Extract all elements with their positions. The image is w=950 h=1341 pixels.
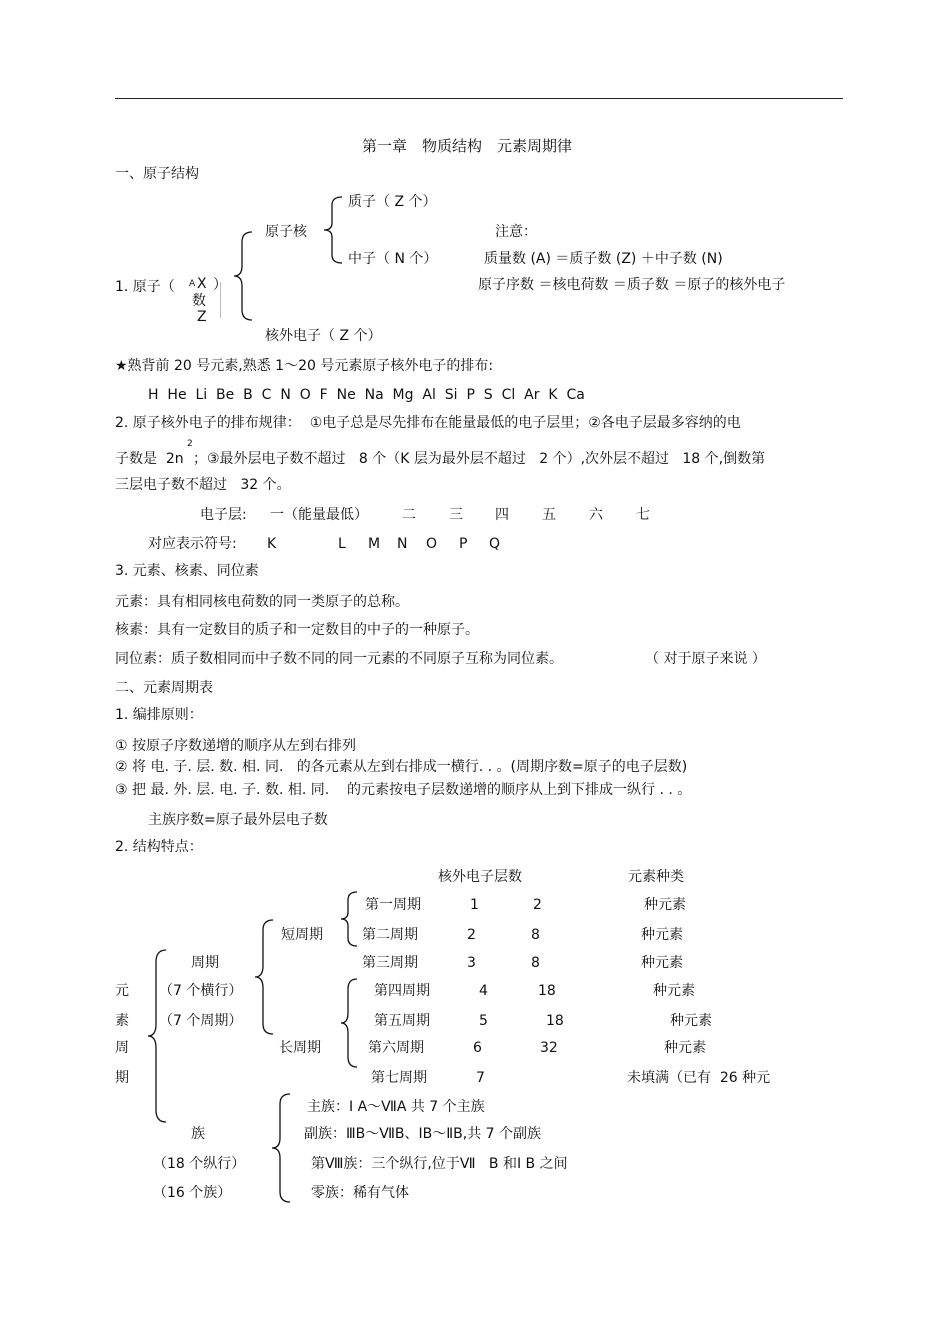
atomic-number-equation: 原子序数 ＝核电荷数 ＝质子数 ＝原子的核外电子 xyxy=(478,277,786,293)
column-header-kinds: 元素种类 xyxy=(628,869,684,885)
isotope-note: （ 对于原子来说 ） xyxy=(645,651,766,667)
group-brace xyxy=(270,1092,294,1204)
column-header-shells: 核外电子层数 xyxy=(438,869,522,885)
short-period-label: 短周期 xyxy=(281,927,323,943)
period-4-kind: 种元素 xyxy=(653,983,695,999)
main-group-rule: 主族序数=原子最外层电子数 xyxy=(148,812,328,828)
period-brace xyxy=(253,918,277,1036)
subsection-heading-3: 3. 元素、核素、同位素 xyxy=(115,563,259,579)
element-symbol: X xyxy=(197,276,207,292)
period-5-kind: 种元素 xyxy=(670,1013,712,1029)
period-3-count: 8 xyxy=(531,955,540,971)
shell-4: 四 xyxy=(495,507,509,523)
vertical-su: 素 xyxy=(115,1013,129,1029)
principle-2: ② 将 电. 子. 层. 数. 相. 同. 的各元素从左到右排成一横行. . 。(周期序数=原子的电子层数) xyxy=(115,759,688,775)
atom-label: 1. 原子（ xyxy=(115,279,175,295)
vertical-zhou: 周 xyxy=(115,1040,129,1056)
nucleus-brace xyxy=(322,195,346,265)
atom-brace xyxy=(232,230,256,322)
header-rule xyxy=(115,98,843,99)
symbol-q: Q xyxy=(489,536,501,552)
period-3-shells: 3 xyxy=(467,955,476,971)
shell-label: 电子层: xyxy=(200,507,247,523)
period-1-count: 2 xyxy=(533,897,542,913)
period-1-name: 第一周期 xyxy=(365,897,421,913)
period-3-kind: 种元素 xyxy=(641,955,683,971)
symbol-m: M xyxy=(368,536,381,552)
nuclide-definition: 核素：具有一定数目的质子和一定数目的中子的一种原子。 xyxy=(115,622,479,638)
principle-1: ① 按原子序数递增的顺序从左到右排列 xyxy=(115,738,356,754)
period-2-shells: 2 xyxy=(467,927,476,943)
electron-label: 核外电子（ Z 个） xyxy=(265,328,382,344)
symbol-k: K xyxy=(267,536,277,552)
shell-3: 三 xyxy=(449,507,463,523)
rule-superscript: 2 xyxy=(187,439,193,449)
period-4-name: 第四周期 xyxy=(374,983,430,999)
shell-7: 七 xyxy=(636,507,650,523)
period-5-count: 18 xyxy=(546,1013,564,1029)
period-2-name: 第二周期 xyxy=(362,927,418,943)
period-2-kind: 种元素 xyxy=(641,927,683,943)
shell-5: 五 xyxy=(542,507,556,523)
period-2-count: 8 xyxy=(531,927,540,943)
symbol-l: L xyxy=(338,536,346,552)
symbol-n: N xyxy=(397,536,408,552)
period-5-shells: 5 xyxy=(479,1013,488,1029)
section-heading-periodic-table: 二、元素周期表 xyxy=(115,680,213,696)
period-6-shells: 6 xyxy=(473,1040,482,1056)
outer-brace xyxy=(146,948,170,1124)
period-6-name: 第六周期 xyxy=(368,1040,424,1056)
long-period-label: 长周期 xyxy=(279,1040,321,1056)
sub-groups: 副族：ⅢB～ⅦB、ⅠB～ⅡB,共 7 个副族 xyxy=(304,1126,542,1142)
element-list: H He Li Be B C N O F Ne Na Mg Al Si P S Cl Ar K Ca xyxy=(148,387,585,403)
atom-close-paren: ） xyxy=(213,277,227,293)
shu-label: 数 xyxy=(192,293,206,309)
period-1-shells: 1 xyxy=(470,897,479,913)
period-brace-path xyxy=(255,920,273,1034)
long-period-brace xyxy=(339,977,361,1069)
period-6-kind: 种元素 xyxy=(664,1040,706,1056)
atomic-number-sub: Z xyxy=(197,309,207,325)
main-groups: 主族：Ⅰ A～ⅦA 共 7 个主族 xyxy=(307,1099,485,1115)
nucleus-label: 原子核 xyxy=(265,224,307,240)
divider-line xyxy=(220,282,221,318)
page-title: 第一章 物质结构 元素周期律 xyxy=(362,137,573,155)
neutron-label: 中子（ N 个） xyxy=(348,251,438,267)
long-period-brace-path xyxy=(341,979,357,1067)
group-brace-path xyxy=(272,1094,290,1202)
rule-line-2a: 子数是 2n xyxy=(115,451,184,467)
period-7-shells: 7 xyxy=(476,1070,485,1086)
period-4-shells: 4 xyxy=(479,983,488,999)
vertical-yuan: 元 xyxy=(115,983,129,999)
atom-brace-path xyxy=(234,232,252,320)
proton-label: 质子（ Z 个） xyxy=(348,194,437,210)
element-definition: 元素：具有相同核电荷数的同一类原子的总称。 xyxy=(115,594,409,610)
period-6-count: 32 xyxy=(540,1040,558,1056)
arrangement-principles: 1. 编排原则： xyxy=(115,707,203,723)
shell-1: 一（能量最低） xyxy=(270,507,368,523)
period-1-kind: 种元素 xyxy=(644,897,686,913)
zero-group: 零族：稀有气体 xyxy=(311,1185,409,1201)
structure-features: 2. 结构特点： xyxy=(115,839,203,855)
mass-number-sup: A xyxy=(189,279,196,289)
mass-number-equation: 质量数 (A) ＝质子数 (Z) ＋中子数 (N) xyxy=(484,251,723,267)
symbol-p: P xyxy=(459,536,468,552)
note-label: 注意： xyxy=(495,224,537,240)
period-rows: （7 个横行） xyxy=(159,983,243,999)
shell-6: 六 xyxy=(589,507,603,523)
outer-brace-path xyxy=(148,950,166,1122)
period-5-name: 第五周期 xyxy=(374,1013,430,1029)
rule-line-1: 2. 原子核外电子的排布规律： ①电子总是尽先排布在能量最低的电子层里；②各电子层最多容纳的电 xyxy=(115,415,741,431)
symbol-label: 对应表示符号: xyxy=(148,536,237,552)
period-count: （7 个周期） xyxy=(159,1013,243,1029)
memorize-line: ★熟背前 20 号元素,熟悉 1～20 号元素原子核外电子的排布: xyxy=(115,358,494,374)
isotope-definition: 同位素：质子数相同而中子数不同的同一元素的不同原子互称为同位素。 xyxy=(115,651,563,667)
rule-line-3: 三层电子数不超过 32 个。 xyxy=(115,477,291,493)
group-eight: 第Ⅷ族：三个纵行,位于Ⅶ B 和Ⅰ B 之间 xyxy=(311,1156,568,1172)
vertical-qi: 期 xyxy=(115,1070,129,1086)
nucleus-brace-path xyxy=(324,197,342,263)
section-heading-atom-structure: 一、原子结构 xyxy=(115,166,199,182)
group-count: （16 个族） xyxy=(153,1185,232,1201)
principle-3: ③ 把 最. 外. 层. 电. 子. 数. 相. 同. 的元素按电子层数递增的顺序从上到下排成一纵行 . . 。 xyxy=(115,782,692,798)
period-4-count: 18 xyxy=(538,983,556,999)
period-7-kind: 未填满（已有 26 种元 xyxy=(627,1070,771,1086)
period-label: 周期 xyxy=(191,955,219,971)
rule-line-2b: ；③最外层电子数不超过 8 个（K 层为最外层不超过 2 个）,次外层不超过 18 个,倒数第 xyxy=(193,451,766,467)
period-7-name: 第七周期 xyxy=(371,1070,427,1086)
symbol-o: O xyxy=(426,536,438,552)
shell-2: 二 xyxy=(402,507,416,523)
short-period-brace-path xyxy=(341,892,357,946)
group-label: 族 xyxy=(191,1126,205,1142)
period-3-name: 第三周期 xyxy=(362,955,418,971)
group-columns: （18 个纵行） xyxy=(153,1156,246,1172)
short-period-brace xyxy=(339,890,361,948)
